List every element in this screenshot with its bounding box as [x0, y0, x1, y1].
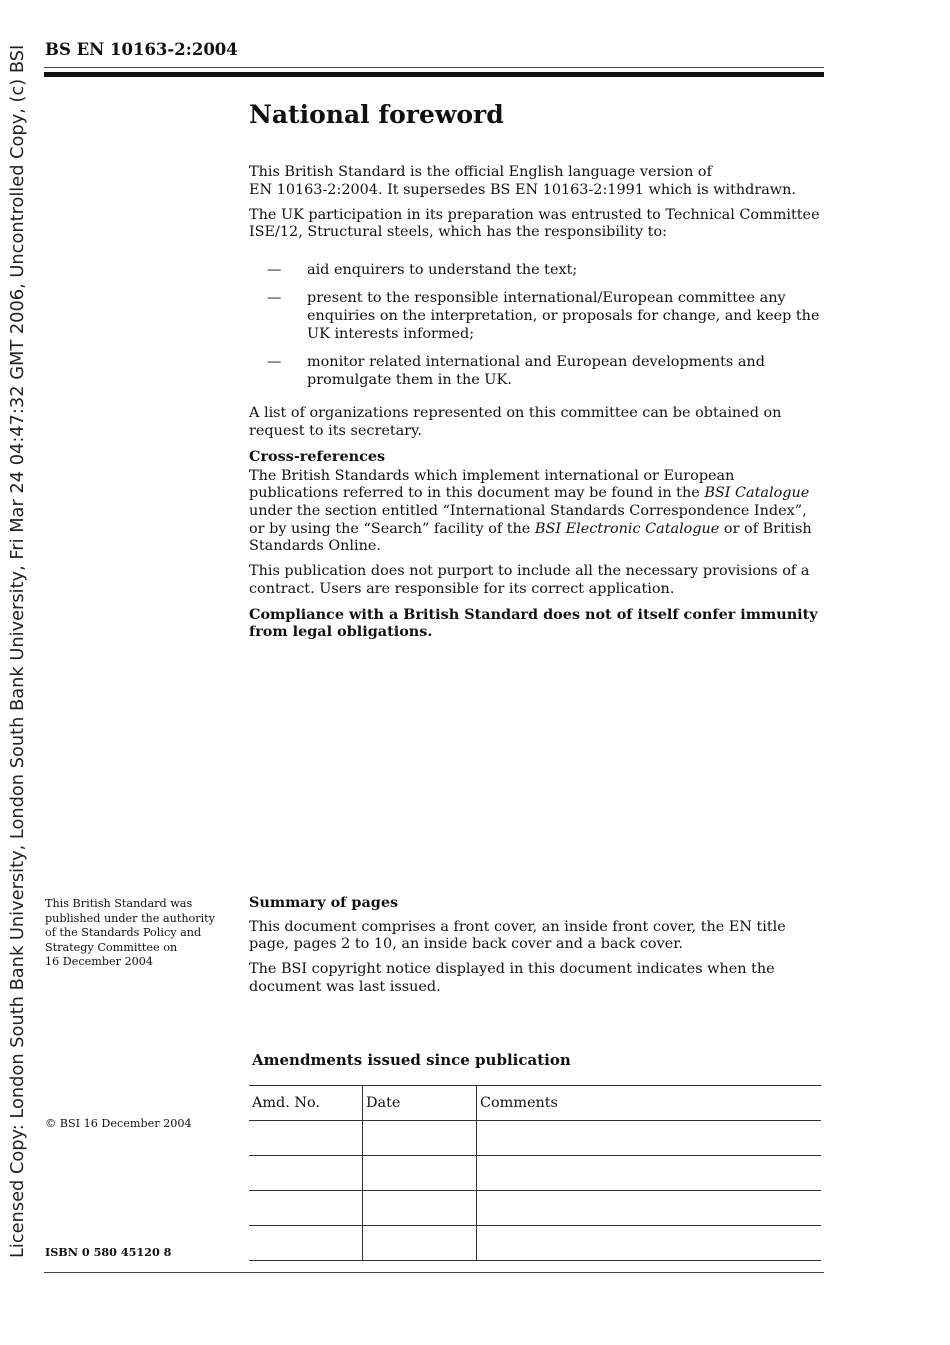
bsi-electronic-catalogue-title: BSI Electronic Catalogue [534, 520, 720, 537]
amendments-table [249, 1085, 821, 1261]
foreword-body [249, 164, 824, 649]
table-cell [249, 1121, 363, 1156]
cross-references-heading: Cross-references [249, 448, 386, 466]
list-item-text: monitor related international and European developments and promulgate them in the UK. [307, 354, 765, 388]
list-item [249, 290, 824, 343]
page-title: National foreword [249, 100, 504, 129]
table-cell [363, 1191, 477, 1226]
table-cell [249, 1191, 363, 1226]
cross-references-paragraph [249, 468, 824, 556]
table-cell [477, 1226, 822, 1261]
compliance-statement: Compliance with a British Standard does not of itself confer immunity from legal obligations. [249, 605, 818, 641]
list-item [249, 354, 824, 389]
table-cell [249, 1226, 363, 1261]
organizations-note: A list of organizations represented on this committee can be obtained on request to its secretary. [249, 405, 782, 440]
cross-ref-text-1: The British Standards which implement international or European publications referred to in this document may be found in the [249, 467, 735, 502]
publication-authority-note [45, 897, 235, 970]
table-cell [249, 1156, 363, 1191]
licensed-copy-watermark: Licensed Copy: London South Bank University, London South Bank University, Fri Mar 24 04:47:32 GMT 2006, Uncontrolled Copy, (c) BSI [7, 44, 28, 1258]
column-header-comments: Comments [477, 1086, 822, 1121]
authority-line-5: 16 December 2004 [45, 955, 154, 969]
table-row [249, 1121, 821, 1156]
table-cell [477, 1121, 822, 1156]
summary-paragraph-2: The BSI copyright notice displayed in this document indicates when the document was last issued. [249, 961, 775, 995]
list-item [249, 262, 824, 280]
footer-rule [44, 1272, 824, 1273]
authority-line-4: Strategy Committee on [45, 940, 178, 954]
table-cell [363, 1121, 477, 1156]
committee-paragraph: The UK participation in its preparation was entrusted to Technical Committee ISE/12, Structural steels, which has the responsibility to: [249, 206, 820, 241]
cross-ref-text-2: under the section entitled “International Standards Correspondence Index”, or by using the “Search” facility of the [249, 502, 807, 537]
list-item-text: aid enquirers to understand the text; [307, 261, 578, 278]
dash-bullet: — [267, 261, 282, 278]
copyright-notice: © BSI 16 December 2004 [45, 1117, 192, 1130]
intro-line-1: This British Standard is the official English language version of [249, 164, 712, 180]
header-rule-thin [44, 67, 824, 68]
table-row [249, 1191, 821, 1226]
table-header-row [249, 1086, 821, 1121]
authority-line-2: published under the authority [45, 911, 215, 925]
dash-bullet: — [267, 354, 282, 371]
intro-line-2: EN 10163-2:2004. It supersedes BS EN 10163-2:1991 which is withdrawn. [249, 181, 796, 198]
list-item-text: present to the responsible international/European committee any enquiries on the interpretation, or proposals for change, and keep the UK interests informed; [307, 290, 820, 342]
dash-bullet: — [267, 290, 282, 307]
authority-line-3: of the Standards Policy and [45, 926, 202, 940]
document-id: BS EN 10163-2:2004 [45, 40, 238, 59]
isbn-number: ISBN 0 580 45120 8 [45, 1245, 172, 1259]
column-header-date: Date [363, 1086, 477, 1121]
table-cell [477, 1156, 822, 1191]
intro-paragraph [249, 164, 824, 199]
table-row [249, 1156, 821, 1191]
cross-ref-text-3: or of British Standards Online. [249, 520, 812, 555]
table-cell [477, 1191, 822, 1226]
responsibility-list [249, 262, 824, 390]
authority-line-1: This British Standard was [45, 897, 193, 910]
summary-paragraph-1: This document comprises a front cover, an inside front cover, the EN title page, pages 2 to 10, an inside back cover and a back cover. [249, 918, 786, 953]
table-row [249, 1226, 821, 1261]
bsi-catalogue-title: BSI Catalogue [704, 485, 810, 502]
provisions-paragraph: This publication does not purport to include all the necessary provisions of a contract. Users are responsible for its correct application. [249, 563, 810, 597]
summary-of-pages [249, 894, 824, 1004]
header-rule-thick [44, 72, 824, 77]
summary-heading: Summary of pages [249, 894, 399, 911]
table-cell [363, 1226, 477, 1261]
column-header-amd-no: Amd. No. [249, 1086, 363, 1121]
amendments-title: Amendments issued since publication [252, 1051, 571, 1069]
table-cell [363, 1156, 477, 1191]
